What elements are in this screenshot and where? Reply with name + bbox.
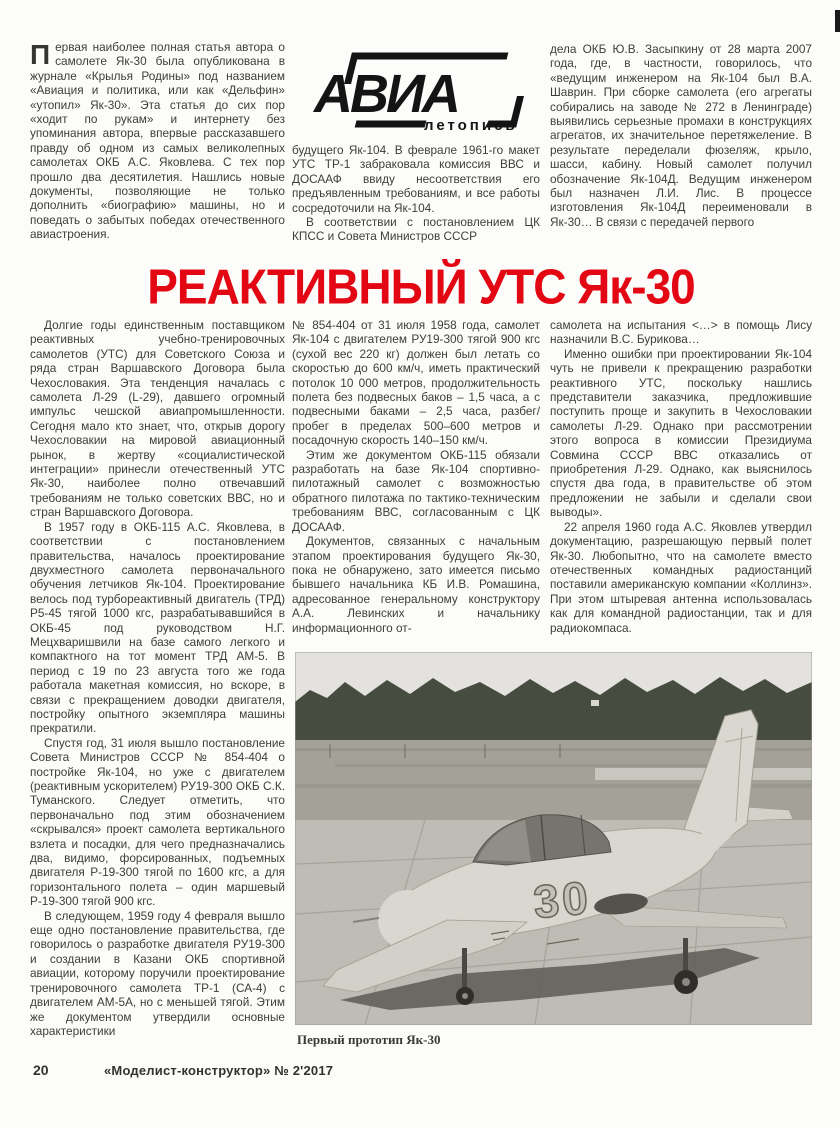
logo-subtitle: летопись: [424, 117, 518, 134]
intro-paragraph: [30, 40, 285, 242]
paragraph: № 854-404 от 31 июля 1958 года, самолет Як-104 с двигателем РУ19-300 тягой 900 кгс (сухой вес 220 кг) должен был летать со скоростью до 600 км/ч, иметь практический потолок 10 000 метров, продолжительность полета без подвесных баков – 1,5 часа, а с подвесными баками – 2,5 часа, разбег/пробег в пределах 500–600 метров и посадочную скорость 140–150 км/ч.: [292, 318, 540, 448]
avia-letopis-logo: [296, 42, 536, 140]
intro-column: [30, 40, 285, 242]
yak-30-photo-graphic: [295, 652, 812, 1025]
paragraph: 22 апреля 1960 года А.С. Яковлев утвердил документацию, разрешающую первый полет Як-30. Любопытно, что на самолете вместо отечественных командных радиостанций поставили американскую компании «Коллинз». При этом штыревая антенна использовалась как для командной радиостанции, так и для радиокомпаса.: [550, 519, 812, 635]
main-column-2: [292, 318, 540, 635]
paragraph: дела ОКБ Ю.В. Засыпкину от 28 марта 2007 года, где, в частности, говорилось, что «ведущим инженером на Як-104 был В.А. Шаврин. При сборке самолета (его агрегаты собирались на заводе № 272 в Ленинграде) выявились серьезные промахи в конструкциях агрегатов, их значительное перетяжеление. В результате переделали фюзеляж, крыло, шасси, кабину. Новый самолет получил обозначение Як-104Д. Ведущим инженером был назначен Л.И. Лис. В процессе изготовления Як-104Д переименовали в Як-30… В связи с передачей первого: [550, 42, 812, 229]
logo-title: АВИА: [314, 64, 458, 124]
avia-logo-graphic: [296, 42, 536, 140]
paragraph: В соответствии с постановлением ЦК КПСС и Совета Министров СССР: [292, 215, 540, 244]
photo-caption: Первый прототип Як-30: [297, 1032, 441, 1047]
intro-text: ервая наиболее полная статья автора о самолете Як-30 была опубликована в журнале «Крылья Родины» под названием «Авиация и политика, или как «Дельфин» «утопил» Як-30». Эта статья до сих пор «ходит по рукам» и интернету без упоминания автора, впервые рассказавшего правду об одном из самых великолепных самолетах ОКБ А.С. Яковлева. С тех пор прошло два десятилетия. Нашлись новые документы, позволяющие не только дополнить «биографию» машины, но и поведать о забытых победах отечественного авиастроения.: [30, 40, 285, 242]
paragraph: В 1957 году в ОКБ-115 А.С. Яковлева, в соответствии с постановлением правительства, началось проектирование двухместного самолета первоначального обучения летчиков Як-104. Проектирование велось под турбореактивный двигатель (ТРД) Р5-45 тягой 1000 кгс, разрабатывавшийся в ОКБ-45 под руководством Н.Г. Мецхваришвили на базе самого легкого и компактного на тот момент ТРД АМ-5. В период с 19 по 23 августа того же года работала макетная комиссия, но вскоре, в связи с прекращением доводки двигателя, постройку опытного экземпляра машины прекратили.: [30, 519, 285, 736]
paragraph: Этим же документом ОКБ-115 обязали разработать на базе Як-104 спортивно-пилотажный самолет с возможностью обратного пилотажа по тактико-техническим требованиям ВВС, согласованным с ЦК ДОСААФ.: [292, 447, 540, 534]
paragraph: В следующем, 1959 году 4 февраля вышло еще одно постановление правительства, где говорилось о разработке двигателя РУ19-300 и создании в Казани ОКБ спортивной авиации, которому поручили проектирование тренировочного самолета ТР-1 (СА-4) с двигателем АМ-5А, но с меньшей тягой. Этим же документом утвердили основные характеристики: [30, 908, 285, 1038]
photo-building: [591, 700, 599, 706]
drop-cap: П: [30, 39, 51, 70]
paragraph: будущего Як-104. В феврале 1961-го макет УТС ТР-1 забраковала комиссия ВВС и ДОСААФ ввиду несоответствия его предъявленным требованиям, и все работы сосредоточили на Як-104.: [292, 143, 540, 215]
main-column-1: [30, 318, 285, 1038]
paragraph: Документов, связанных с начальным этапом проектирования будущего Як-30, пока не обнаружено, зато имеется письмо бывшего начальника КБ И.В. Ромашина, адресованное генеральному конструктору А.А. Левинских и начальнику информационного от-: [292, 534, 540, 635]
paragraph: Спустя год, 31 июля вышло постановление Совета Министров СССР № 854-404 о постройке Як-104, но уже с двигателем (реактивным ускорителем) РУ19-300 ОКБ С.К. Туманского. Следует отметить, что первоначально под этим обозначением «скрывался» проект самолета вертикального взлета и посадки, для чего предназначались два, видимо, форсированных, подъемных двигателя Р-19-300 тягой по 1600 кгс, а для горизонтального полета – один маршевый Р-19-300 тягой 900 кгс.: [30, 735, 285, 909]
paragraph: самолета на испытания <…> в помощь Лису назначили В.С. Бурикова…: [550, 318, 812, 347]
yak-30-photo: [295, 652, 812, 1025]
top-column-3: [550, 42, 812, 229]
aircraft-board-number: 30: [531, 871, 593, 928]
top-column-2: [292, 143, 540, 244]
main-column-3: [550, 318, 812, 635]
journal-footer: «Моделист-конструктор» № 2'2017: [104, 1063, 334, 1078]
paragraph: Именно ошибки при проектировании Як-104 чуть не привели к прекращению разработки реактивного УТС, поскольку нашлись представители заказчика, предложившие поступить проще и закупить в Чехословакии самолеты Л-29. Однако при рассмотрении этого вопроса в комиссии Президиума Совмина СССР ВВС отказались от приобретения Л-29. Однако, как выяснилось спустя два года, в правительстве об этом предложении не забыли и сделали свои выводы».: [550, 346, 812, 520]
paragraph: Долгие годы единственным поставщиком реактивных учебно-тренировочных самолетов (УТС) для Советского Союза и ряда стран Варшавского Договора была Чехословакия. Эта тенденция началась с самолета Л-29 (L-29), давшего огромный импульс чешской авиапромышленности. Сегодня мало кто знает, что, открыв дорогу Чехословакии на мировой авиационный рынок, в жертву «социалистической интеграции» принесли отечественный УТС Як-30, наиболее полно отвечавший требованиям не только советских ВВС, но и стран Варшавского Договора.: [30, 318, 285, 520]
page-number: 20: [33, 1062, 49, 1078]
scan-edge-mark: [835, 10, 840, 32]
article-headline: РЕАКТИВНЫЙ УТС Як-30: [147, 259, 695, 315]
